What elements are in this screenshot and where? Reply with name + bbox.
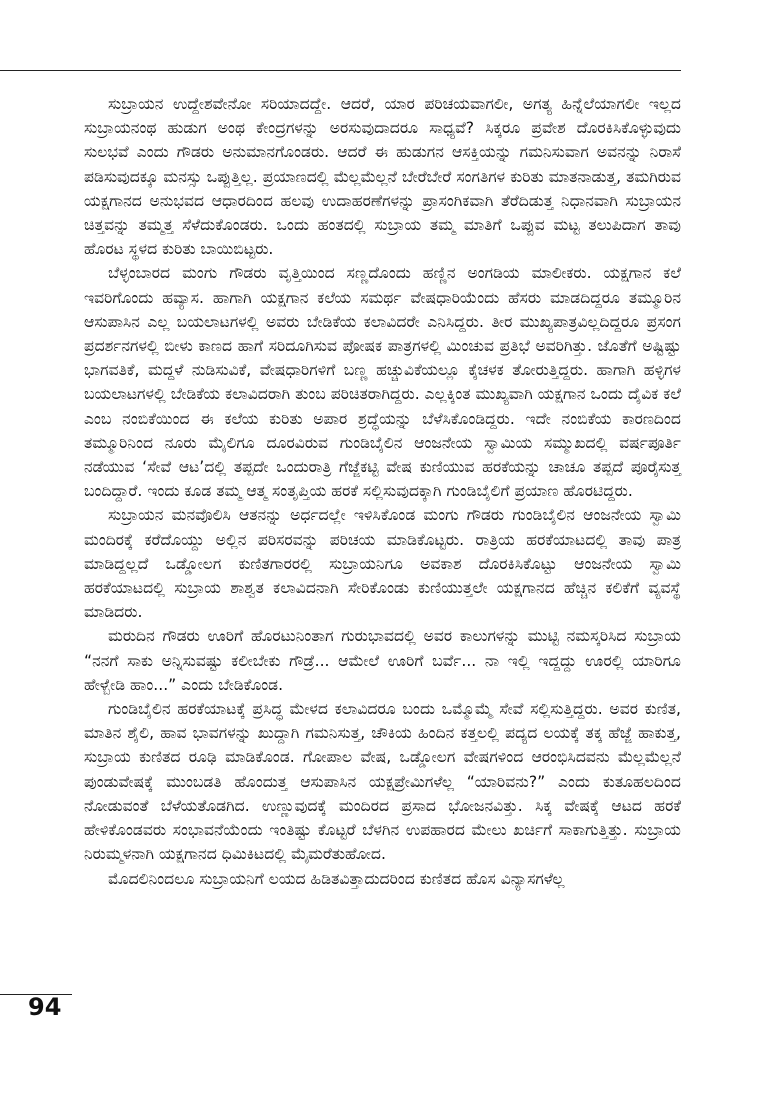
paragraph-5: ಗುಂಡಿಬೈಲಿನ ಹರಕೆಯಾಟಕ್ಕೆ ಪ್ರಸಿದ್ಧ ಮೇಳದ ಕಲಾವಿದರೂ ಬಂದು ಒಮ್ಮೊಮ್ಮೆ ಸೇವೆ ಸಲ್ಲಿಸುತ್ತಿದ್ದರು. ಅವರ ಕುಣಿತ, ಮಾತಿನ ಶೈಲಿ, ಹಾವ ಭಾವಗಳನ್ನು ಖುದ್ದಾಗಿ ಗಮನಿಸುತ್ತ, ಚೌಕಿಯ ಹಿಂದಿನ ಕತ್ತಲಲ್ಲಿ ಪದ್ಯದ ಲಯಕ್ಕೆ ತಕ್ಕ ಹೆಜ್ಜೆ ಹಾಕುತ್ತ, ಸುಬ್ರಾಯ ಕುಣಿತದ ರೂಢಿ ಮಾಡಿಕೊಂಡ. ಗೋಪಾಲ ವೇಷ, ಒಡ್ಡೋಲಗ ವೇಷಗಳಿಂದ ಆರಂಭಿಸಿದವನು ಮೆಲ್ಲಮೆಲ್ಲನೆ ಪುಂಡುವೇಷಕ್ಕೆ ಮುಂಬಡತಿ ಹೊಂದುತ್ತ ಆಸುಪಾಸಿನ ಯಕ್ಷಪ್ರೇಮಿಗಳೆಲ್ಲ “ಯಾರಿವನು?” ಎಂದು ಕುತೂಹಲದಿಂದ ನೋಡುವಂತೆ ಬೆಳೆಯತೊಡಗಿದ. ಉಣ್ಣುವುದಕ್ಕೆ ಮಂದಿರದ ಪ್ರಸಾದ ಭೋಜನವಿತ್ತು. ಸಿಕ್ಕ ವೇಷಕ್ಕೆ ಆಟದ ಹರಕೆ ಹೇಳಿಕೊಂಡವರು ಸಂಭಾವನೆಯೆಂದು ಇಂತಿಷ್ಟು ಕೊಟ್ಟರೆ ಬೆಳಗಿನ ಉಪಹಾರದ ಮೇಲು ಖರ್ಚಿಗೆ ಸಾಕಾಗುತ್ತಿತ್ತು. ಸುಬ್ರಾಯ ನಿರುಮ್ಮಳನಾಗಿ ಯಕ್ಷಗಾನದ ಧಿಮಿಕಿಟದಲ್ಲಿ ಮೈಮರೆತುಹೋದ.: [84, 700, 681, 864]
paragraph-3: ಸುಬ್ರಾಯನ ಮನವೊಲಿಸಿ ಆತನನ್ನು ಅರ್ಧದಲ್ಲೇ ಇಳಿಸಿಕೊಂಡ ಮಂಗು ಗೌಡರು ಗುಂಡಿಬೈಲಿನ ಆಂಜನೇಯ ಸ್ವಾಮಿ ಮಂದಿರಕ್ಕೆ ಕರೆದೊಯ್ದು ಅಲ್ಲಿನ ಪರಿಸರವನ್ನು ಪರಿಚಯ ಮಾಡಿಕೊಟ್ಟರು. ರಾತ್ರಿಯ ಹರಕೆಯಾಟದಲ್ಲಿ ತಾವು ಪಾತ್ರ ಮಾಡಿದ್ದಲ್ಲದೆ ಒಡ್ಡೋಲಗ ಕುಣಿತಗಾರರಲ್ಲಿ ಸುಬ್ರಾಯನಿಗೂ ಅವಕಾಶ ದೊರಕಿಸಿಕೊಟ್ಟು ಆಂಜನೇಯ ಸ್ವಾಮಿ ಹರಕೆಯಾಟದಲ್ಲಿ ಸುಬ್ರಾಯ ಶಾಶ್ವತ ಕಲಾವಿದನಾಗಿ ಸೇರಿಕೊಂಡು ಕುಣಿಯುತ್ತಲೇ ಯಕ್ಷಗಾನದ ಹೆಚ್ಚಿನ ಕಲಿಕೆಗೆ ವ್ಯವಸ್ಥೆ ಮಾಡಿದರು.: [84, 506, 681, 622]
page-number: 94: [28, 993, 62, 1021]
paragraph-4: ಮರುದಿನ ಗೌಡರು ಊರಿಗೆ ಹೊರಟುನಿಂತಾಗ ಗುರುಭಾವದಲ್ಲಿ ಅವರ ಕಾಲುಗಳನ್ನು ಮುಟ್ಟಿ ನಮಸ್ಕರಿಸಿದ ಸುಬ್ರಾಯ “ನನಗೆ ಸಾಕು ಅನ್ನಿಸುವಷ್ಟು ಕಲೀಬೇಕು ಗೌಡ್ರೆ... ಆಮೇಲೆ ಊರಿಗೆ ಬರ್ವೆ... ನಾ ಇಲ್ಲಿ ಇದ್ದದ್ದು ಊರಲ್ಲಿ ಯಾರಿಗೂ ಹೇಳ್ಬೇಡಿ ಹಾಂ...” ಎಂದು ಬೇಡಿಕೊಂಡ.: [84, 627, 681, 694]
paragraph-6: ಮೊದಲಿನಿಂದಲೂ ಸುಬ್ರಾಯನಿಗೆ ಲಯದ ಹಿಡಿತವಿತ್ತಾದುದರಿಂದ ಕುಣಿತದ ಹೊಸ ವಿನ್ಯಾಸಗಳೆಲ್ಲ: [108, 869, 565, 888]
body-text: [84, 92, 681, 891]
paragraph-2: ಬೆಳ್ಳಂಬಾರದ ಮಂಗು ಗೌಡರು ವೃತ್ತಿಯಿಂದ ಸಣ್ಣದೊಂದು ಹಣ್ಣಿನ ಅಂಗಡಿಯ ಮಾಲೀಕರು. ಯಕ್ಷಗಾನ ಕಲೆ ಇವರಿಗೊಂದು ಹವ್ಯಾಸ. ಹಾಗಾಗಿ ಯಕ್ಷಗಾನ ಕಲೆಯ ಸಮರ್ಥ ವೇಷಧಾರಿಯೆಂದು ಹೆಸರು ಮಾಡದಿದ್ದರೂ ತಮ್ಮೂರಿನ ಆಸುಪಾಸಿನ ಎಲ್ಲ ಬಯಲಾಟಗಳಲ್ಲಿ ಅವರು ಬೇಡಿಕೆಯ ಕಲಾವಿದರೇ ಎನಿಸಿದ್ದರು. ತೀರ ಮುಖ್ಯಪಾತ್ರವಿಲ್ಲದಿದ್ದರೂ ಪ್ರಸಂಗ ಪ್ರದರ್ಶನಗಳಲ್ಲಿ ಬೀಳು ಕಾಣದ ಹಾಗೆ ಸರಿದೂಗಿಸುವ ಪೋಷಕ ಪಾತ್ರಗಳಲ್ಲಿ ಮಿಂಚುವ ಪ್ರತಿಭೆ ಅವರಿಗಿತ್ತು. ಜೊತೆಗೆ ಅಷ್ಟಿಷ್ಟು ಭಾಗವತಿಕೆ, ಮದ್ದಳೆ ನುಡಿಸುವಿಕೆ, ವೇಷಧಾರಿಗಳಿಗೆ ಬಣ್ಣ ಹಚ್ಚುವಿಕೆಯಲ್ಲೂ ಕೈಚಳಕ ತೋರುತ್ತಿದ್ದರು. ಹಾಗಾಗಿ ಹಳ್ಳಿಗಳ ಬಯಲಾಟಗಳಲ್ಲಿ ಬೇಡಿಕೆಯ ಕಲಾವಿದರಾಗಿ ತುಂಬ ಪರಿಚಿತರಾಗಿದ್ದರು. ಎಲ್ಲಕ್ಕಿಂತ ಮುಖ್ಯವಾಗಿ ಯಕ್ಷಗಾನ ಒಂದು ದೈವಿಕ ಕಲೆ ಎಂಬ ನಂಬಿಕೆಯಿಂದ ಈ ಕಲೆಯ ಕುರಿತು ಅಪಾರ ಶ್ರದ್ಧೆಯನ್ನು ಬೆಳೆಸಿಕೊಂಡಿದ್ದರು. ಇದೇ ನಂಬಿಕೆಯ ಕಾರಣದಿಂದ ತಮ್ಮೂರಿನಿಂದ ನೂರು ಮೈಲಿಗೂ ದೂರವಿರುವ ಗುಂಡಿಬೈಲಿನ ಆಂಜನೇಯ ಸ್ವಾಮಿಯ ಸಮ್ಮುಖದಲ್ಲಿ ವರ್ಷಪೂರ್ತಿ ನಡೆಯುವ ‘ಸೇವೆ ಆಟ’ದಲ್ಲಿ ತಪ್ಪದೇ ಒಂದುರಾತ್ರಿ ಗೆಜ್ಜೆಕಟ್ಟಿ ವೇಷ ಕುಣಿಯುವ ಹರಕೆಯನ್ನು ಚಾಚೂ ತಪ್ಪದೆ ಪೂರೈಸುತ್ತ ಬಂದಿದ್ದಾರೆ. ಇಂದು ಕೂಡ ತಮ್ಮ ಆತ್ಮ ಸಂತೃಪ್ತಿಯ ಹರಕೆ ಸಲ್ಲಿಸುವುದಕ್ಕಾಗಿ ಗುಂಡಿಬೈಲಿಗೆ ಪ್ರಯಾಣ ಹೊರಟಿದ್ದರು.: [84, 264, 681, 501]
paragraph-1: ಸುಬ್ರಾಯನ ಉದ್ದೇಶವೇನೋ ಸರಿಯಾದದ್ದೇ. ಆದರೆ, ಯಾರ ಪರಿಚಯವಾಗಲೀ, ಅಗತ್ಯ ಹಿನ್ನೆಲೆಯಾಗಲೀ ಇಲ್ಲದ ಸುಬ್ರಾಯನಂಥ ಹುಡುಗ ಅಂಥ ಕೇಂದ್ರಗಳನ್ನು ಅರಸುವುದಾದರೂ ಸಾಧ್ಯವೆ? ಸಿಕ್ಕರೂ ಪ್ರವೇಶ ದೊರಕಿಸಿಕೊಳ್ಳುವುದು ಸುಲಭವೆ ಎಂದು ಗೌಡರು ಅನುಮಾನಗೊಂಡರು. ಆದರೆ ಈ ಹುಡುಗನ ಆಸಕ್ತಿಯನ್ನು ಗಮನಿಸುವಾಗ ಅವನನ್ನು ನಿರಾಸೆ ಪಡಿಸುವುದಕ್ಕೂ ಮನಸ್ಸು ಒಪ್ಪುತ್ತಿಲ್ಲ. ಪ್ರಯಾಣದಲ್ಲಿ ಮೆಲ್ಲಮೆಲ್ಲನೆ ಬೇರೆಬೇರೆ ಸಂಗತಿಗಳ ಕುರಿತು ಮಾತನಾಡುತ್ತ, ತಮಗಿರುವ ಯಕ್ಷಗಾನದ ಅನುಭವದ ಆಧಾರದಿಂದ ಹಲವು ಉದಾಹರಣೆಗಳನ್ನು ಪ್ರಾಸಂಗಿಕವಾಗಿ ತೆರೆದಿಡುತ್ತ ನಿಧಾನವಾಗಿ ಸುಬ್ರಾಯನ ಚಿತ್ತವನ್ನು ತಮ್ಮತ್ತ ಸೆಳೆದುಕೊಂಡರು. ಒಂದು ಹಂತದಲ್ಲಿ ಸುಬ್ರಾಯ ತಮ್ಮ ಮಾತಿಗೆ ಒಪ್ಪುವ ಮಟ್ಟ ತಲುಪಿದಾಗ ತಾವು ಹೊರಟ ಸ್ಥಳದ ಕುರಿತು ಬಾಯಿಬಿಟ್ಟರು.: [84, 95, 681, 259]
header-rule: [0, 70, 681, 71]
